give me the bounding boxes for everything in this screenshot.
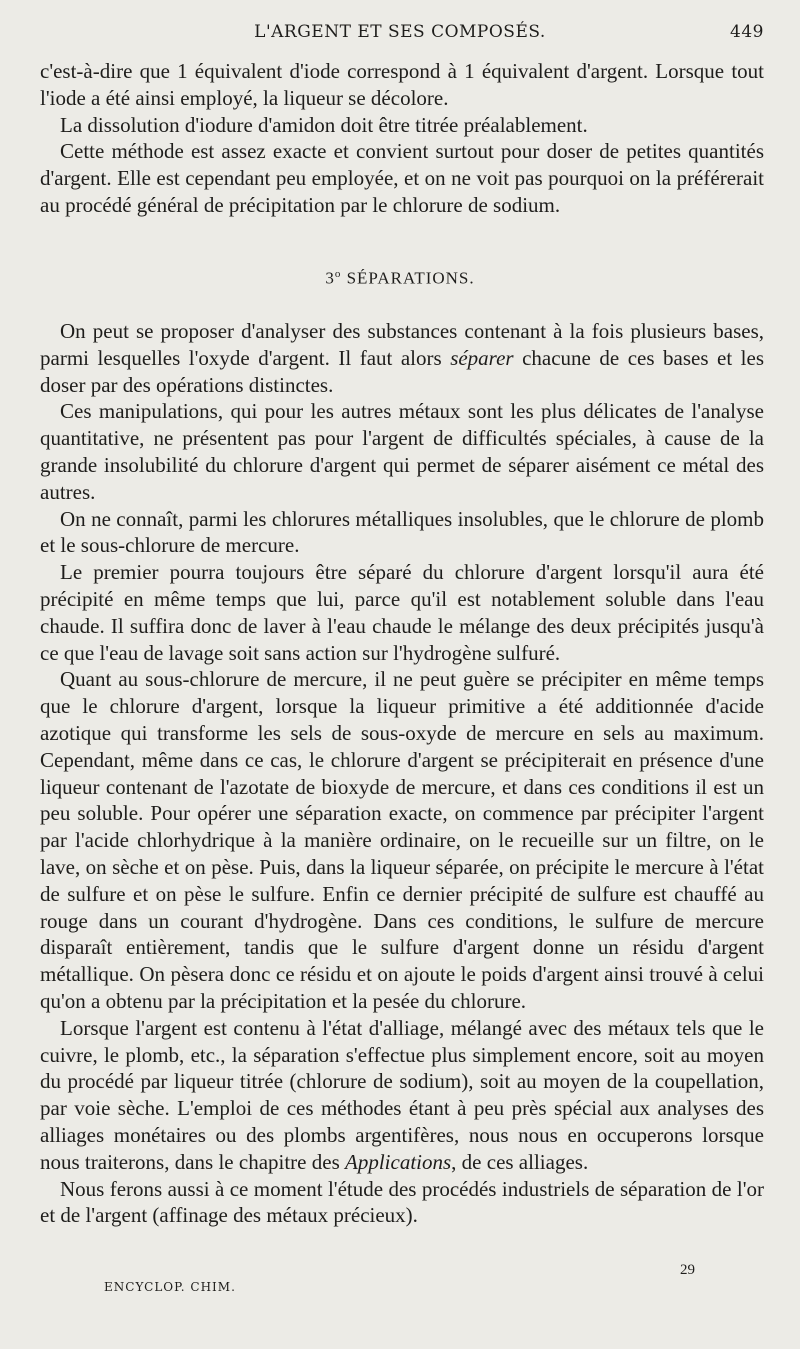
paragraph: Cette méthode est assez exacte et convient surtout pour doser de petites quantités d'argent. Elle est cependant peu employée, et on ne voit pas pourquoi on la préférerait au procédé général de précipitation par le chlorure de sodium. <box>40 139 764 217</box>
printer-signature: ENCYCLOP. CHIM. <box>104 1280 236 1294</box>
text-run: chacune de ces bases et les doser par des opérations distinctes. <box>40 345 764 397</box>
emphasis-applications: Applications <box>345 1149 452 1174</box>
page-number: 449 <box>730 22 764 42</box>
section-ordinal-mark: o <box>334 268 342 280</box>
emphasis-separer: séparer <box>450 345 514 370</box>
signature-mark: 29 <box>680 1262 695 1278</box>
paragraph-continued: c'est-à-dire que 1 équivalent d'iode correspond à 1 équivalent d'argent. Lorsque tout l'iode a été ainsi employé, la liqueur se décolore. <box>40 59 764 110</box>
text-run: , de ces alliages. <box>451 1149 589 1174</box>
section-number: 3 <box>325 268 335 288</box>
text-run: Lorsque l'argent est contenu à l'état d'alliage, mélangé avec des métaux tels que le cuivre, le plomb, etc., la séparation s'effectue plus simplement encore, soit au moyen du procédé par liqueur titrée (chlorure de sodium), soit au moyen de la coupellation, par voie sèche. L'emploi de ces méthodes étant à peu près spécial aux analyses des alliages monétaires ou des plombs argentifères, nous nous en occuperons lorsque nous traiterons, dans le chapitre des <box>40 1015 764 1174</box>
section-heading <box>0 268 800 289</box>
paragraph: Quant au sous-chlorure de mercure, il ne peut guère se précipiter en même temps que le chlorure d'argent, lorsque la liqueur primitive a été additionnée d'acide azotique qui transforme les sels de sous-oxyde de mercure en sels au maximum. Cependant, même dans ce cas, le chlorure d'argent se précipiterait en présence d'une liqueur contenant de l'azotate de bioxyde de mercure, et dans ces conditions il est un peu soluble. Pour opérer une séparation exacte, on commence par précipiter l'argent par l'acide chlorhydrique à la manière ordinaire, on le recueille sur un filtre, on le lave, on sèche et on pèse. Puis, dans la liqueur séparée, on précipite le mercure à l'état de sulfure et on pèse le sulfure. Enfin ce dernier précipité de sulfure est chauffé au rouge dans un courant d'hydrogène. Dans ces conditions, le sulfure de mercure disparaît entièrement, tandis que le sulfure d'argent donne un résidu d'argent métallique. On pèsera donc ce résidu et on ajoute le poids d'argent ainsi trouvé à celui qu'on a obtenu par la précipitation et la pesée du chlorure. <box>40 667 764 1013</box>
section-title: SÉPARATIONS. <box>346 268 475 288</box>
running-head <box>0 18 800 48</box>
paragraph: La dissolution d'iodure d'amidon doit être titrée préalablement. <box>60 112 588 137</box>
paragraph <box>40 318 764 398</box>
section-body <box>40 318 764 1229</box>
paragraph: Ces manipulations, qui pour les autres métaux sont les plus délicates de l'analyse quantitative, ne présentent pas pour l'argent de difficultés spéciales, à cause de la grande insolubilité du chlorure d'argent qui permet de séparer aisément ce métal des autres. <box>40 399 764 504</box>
intro-text <box>40 58 764 219</box>
paragraph: Nous ferons aussi à ce moment l'étude des procédés industriels de séparation de l'or et de l'argent (affinage des métaux précieux). <box>40 1176 764 1228</box>
running-title: L'ARGENT ET SES COMPOSÉS. <box>254 22 546 42</box>
text-run: On peut se proposer d'analyser des substances contenant à la fois plusieurs bases, parmi lesquelles l'oxyde d'argent. Il faut alors <box>40 319 764 370</box>
paragraph: On ne connaît, parmi les chlorures métalliques insolubles, que le chlorure de plomb et le sous-chlorure de mercure. <box>40 506 764 558</box>
paragraph <box>40 1015 764 1176</box>
paragraph: Le premier pourra toujours être séparé du chlorure d'argent lorsqu'il aura été précipité en même temps que lui, parce qu'il est notablement soluble dans l'eau chaude. Il suffira donc de laver à l'eau chaude le mélange des deux précipités jusqu'à ce que l'eau de lavage soit sans action sur l'hydrogène sulfuré. <box>40 560 764 665</box>
